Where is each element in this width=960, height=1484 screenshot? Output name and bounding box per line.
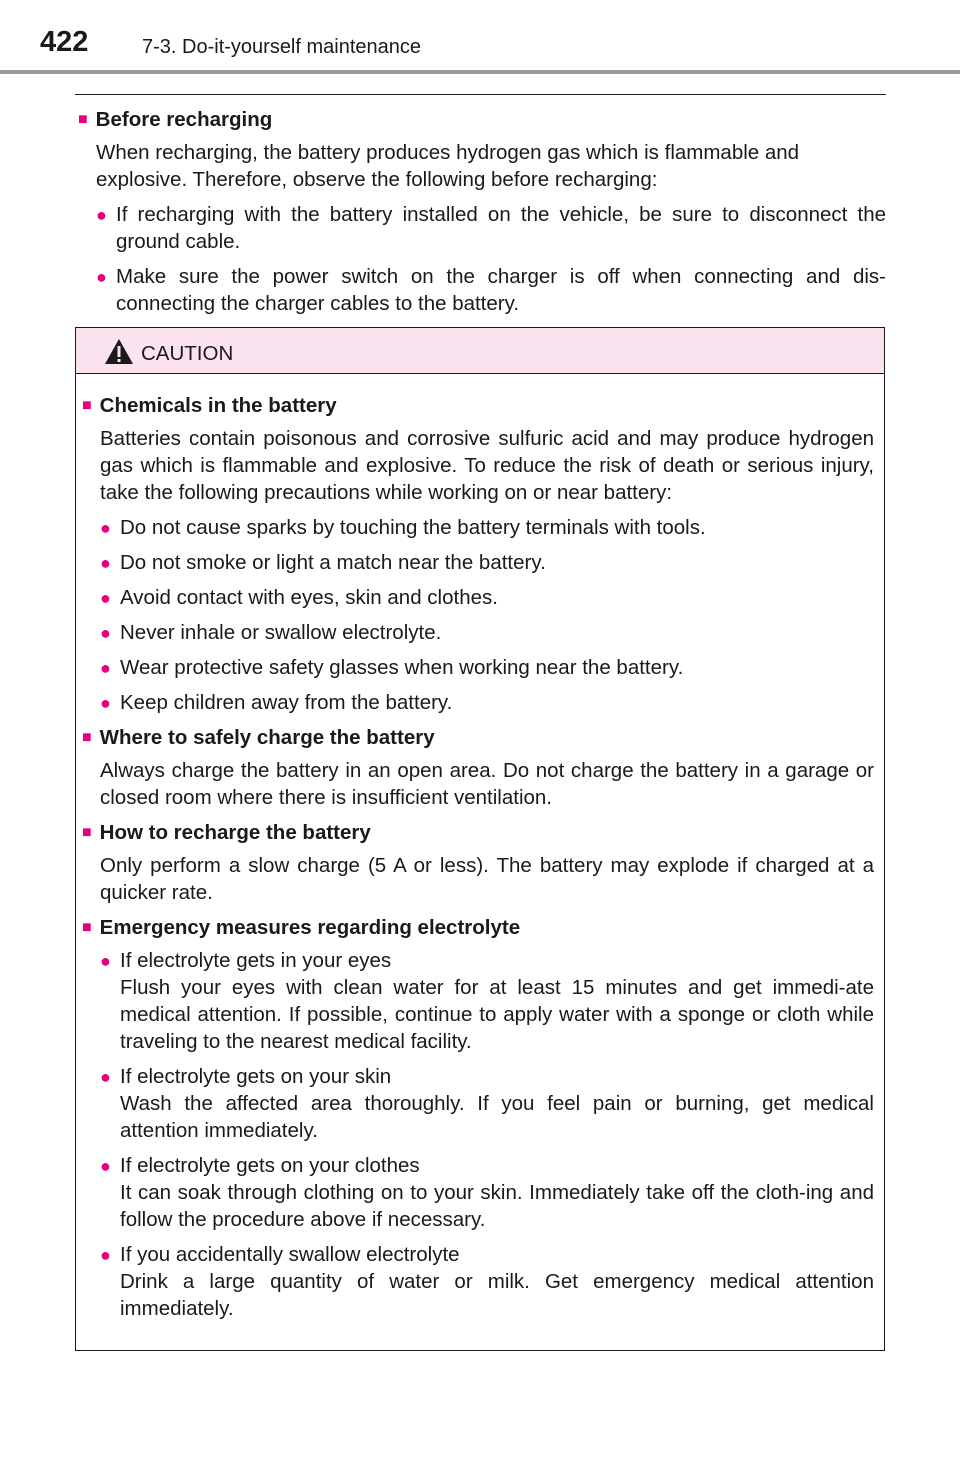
emergency-item-detail: Flush your eyes with clean water for at least 15 minutes and get immedi-ate medical attention. If possible, continue to apply water with a sponge or cloth while traveling to the nearest medical facility. xyxy=(120,976,874,1053)
caution-label: CAUTION xyxy=(141,342,234,365)
intro-bullet-text: If recharging with the battery installed on the vehicle, be sure to disconnect the ground cable. xyxy=(116,203,886,253)
caution-bullet xyxy=(82,654,874,681)
round-bullet-icon: ● xyxy=(100,518,111,538)
caution-box xyxy=(75,327,885,1351)
caution-heading: Where to safely charge the battery xyxy=(99,726,435,749)
intro-bullet-text: Make sure the power switch on the charger is off when connecting and dis-connecting the charger cables to the battery. xyxy=(116,265,886,315)
caution-heading-row xyxy=(82,819,874,848)
emergency-item-title: If electrolyte gets in your eyes xyxy=(120,949,392,972)
caution-heading-row xyxy=(82,724,874,753)
caution-header xyxy=(76,328,884,374)
emergency-item-title: If you accidentally swallow electrolyte xyxy=(120,1243,460,1266)
emergency-item xyxy=(82,947,874,1055)
warning-triangle-icon xyxy=(104,338,134,365)
page-number: 422 xyxy=(40,26,89,58)
caution-bullet xyxy=(82,549,874,576)
round-bullet-icon: ● xyxy=(100,951,111,971)
section-title: 7-3. Do-it-yourself maintenance xyxy=(142,36,422,58)
intro-heading-row xyxy=(78,106,886,135)
round-bullet-icon: ● xyxy=(100,658,111,678)
emergency-item-detail: It can soak through clothing on to your skin. Immediately take off the cloth-ing and follow the procedure above if necessary. xyxy=(120,1181,874,1231)
caution-paragraph: Batteries contain poisonous and corrosive sulfuric acid and may produce hydrogen gas which is flammable and explosive. To reduce the risk of death or serious injury, take the following precautions while working on or near battery: xyxy=(100,427,874,504)
caution-bullet xyxy=(82,689,874,716)
square-bullet-icon: ■ xyxy=(82,824,92,841)
square-bullet-icon: ■ xyxy=(82,729,92,746)
round-bullet-icon: ● xyxy=(96,267,107,287)
caution-heading: Emergency measures regarding electrolyte xyxy=(99,916,521,939)
round-bullet-icon: ● xyxy=(100,693,111,713)
caution-paragraph: Only perform a slow charge (5 A or less). The battery may explode if charged at a quicker rate. xyxy=(100,854,874,904)
caution-paragraph: Always charge the battery in an open area. Do not charge the battery in a garage or closed room where there is insufficient ventilation. xyxy=(100,759,874,809)
caution-heading-row xyxy=(82,392,874,421)
caution-body xyxy=(82,392,874,1322)
square-bullet-icon: ■ xyxy=(82,919,92,936)
emergency-item xyxy=(82,1152,874,1233)
round-bullet-icon: ● xyxy=(100,1245,111,1265)
caution-bullet-text: Wear protective safety glasses when working near the battery. xyxy=(120,656,684,679)
round-bullet-icon: ● xyxy=(100,588,111,608)
emergency-item xyxy=(82,1063,874,1144)
emergency-item-title: If electrolyte gets on your skin xyxy=(120,1065,392,1088)
intro-paragraph: When recharging, the battery produces hydrogen gas which is flammable and explosive. Therefore, observe the following before recharging: xyxy=(96,141,800,191)
emergency-item-title: If electrolyte gets on your clothes xyxy=(120,1154,420,1177)
caution-heading: Chemicals in the battery xyxy=(99,394,337,417)
caution-heading-row xyxy=(82,914,874,943)
round-bullet-icon: ● xyxy=(100,1067,111,1087)
intro-bullet xyxy=(96,201,886,255)
round-bullet-icon: ● xyxy=(100,553,111,573)
emergency-item-detail: Wash the affected area thoroughly. If you feel pain or burning, get medical attention immediately. xyxy=(120,1092,874,1142)
square-bullet-icon: ■ xyxy=(82,397,92,414)
caution-bullet xyxy=(82,619,874,646)
caution-bullet xyxy=(82,514,874,541)
intro-heading: Before recharging xyxy=(95,108,273,131)
intro-block xyxy=(78,106,886,317)
caution-heading: How to recharge the battery xyxy=(99,821,371,844)
round-bullet-icon: ● xyxy=(96,205,107,225)
emergency-item xyxy=(82,1241,874,1322)
intro-bullet xyxy=(96,263,886,317)
content-rule xyxy=(75,94,886,95)
square-bullet-icon: ■ xyxy=(78,111,88,128)
caution-bullet-text: Do not cause sparks by touching the battery terminals with tools. xyxy=(120,516,706,539)
caution-bullet-text: Do not smoke or light a match near the battery. xyxy=(120,551,546,574)
round-bullet-icon: ● xyxy=(100,623,111,643)
emergency-item-detail: Drink a large quantity of water or milk. Get emergency medical attention immediately. xyxy=(120,1270,874,1320)
caution-bullet-text: Never inhale or swallow electrolyte. xyxy=(120,621,442,644)
page-header xyxy=(0,0,960,76)
round-bullet-icon: ● xyxy=(100,1156,111,1176)
caution-bullet xyxy=(82,584,874,611)
caution-bullet-text: Avoid contact with eyes, skin and clothes. xyxy=(120,586,498,609)
caution-bullet-text: Keep children away from the battery. xyxy=(120,691,453,714)
header-rule xyxy=(0,70,960,74)
